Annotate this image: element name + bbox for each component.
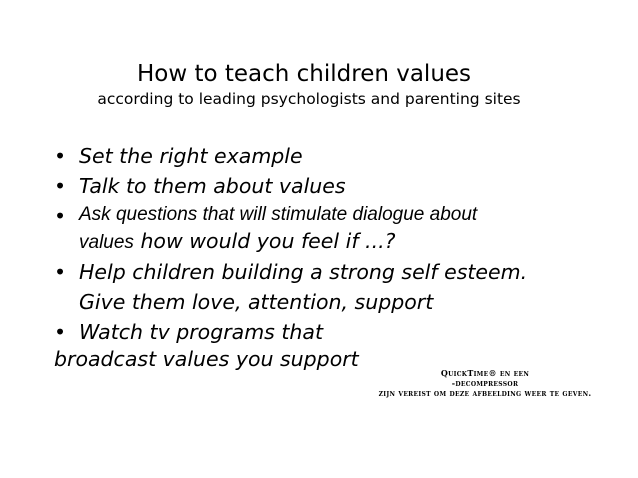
notice-line: QuickTime® en een	[440, 368, 530, 378]
notice-line: zijn vereist om deze afbeelding weer te geven.	[378, 388, 592, 398]
bullet-text: Watch tv programs that	[79, 320, 323, 344]
bullet-marker: •	[54, 204, 67, 228]
bullet-marker: •	[54, 260, 67, 284]
bullet-marker: •	[54, 144, 67, 168]
notice-line: -decompressor	[451, 378, 519, 388]
bullet-text-fragment: how would you feel if ...?	[133, 229, 396, 253]
bullet-text-line: Ask questions that will stimulate dialogue about	[79, 204, 478, 225]
bullet-item	[54, 141, 624, 171]
bullet-list	[54, 141, 624, 347]
bullet-text: Set the right example	[79, 144, 303, 168]
bullet-item	[54, 257, 624, 317]
bullet-text-line: Give them love, attention, support	[79, 290, 434, 314]
bullet-marker: •	[54, 320, 67, 344]
bullet-text-line: Help children building a strong self esteem.	[79, 260, 528, 284]
bullet-text-line	[79, 227, 624, 257]
bullet-continuation: broadcast values you support	[54, 347, 359, 371]
bullet-marker: •	[54, 174, 67, 198]
bullet-item	[54, 317, 624, 347]
bullet-item	[54, 203, 624, 257]
bullet-item	[54, 171, 624, 201]
slide-subtitle: according to leading psychologists and parenting sites	[97, 90, 521, 108]
bullet-text-fragment: values	[79, 232, 134, 253]
quicktime-placeholder-notice	[360, 368, 610, 398]
slide-title: How to teach children values	[136, 61, 472, 87]
bullet-text: Talk to them about values	[79, 174, 346, 198]
